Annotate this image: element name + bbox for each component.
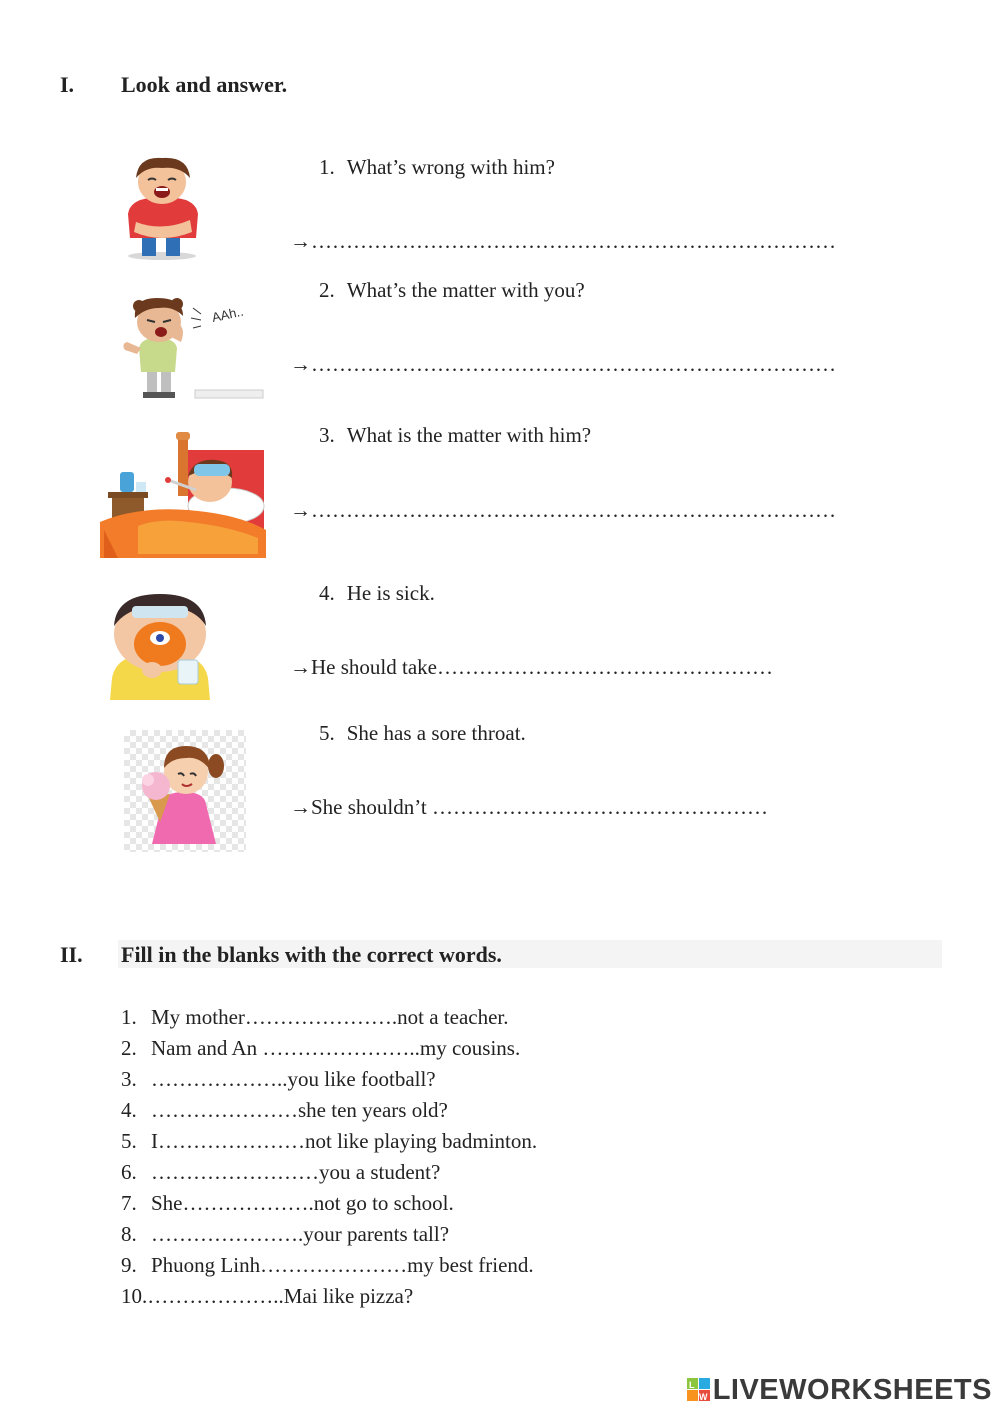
answer-4-blank[interactable]: ………………………………………… [436, 655, 773, 679]
arrow-icon: → [290, 352, 311, 376]
arrow-icon: → [290, 655, 311, 679]
arrow-icon: → [290, 229, 311, 253]
question-2-number: 2. [319, 278, 335, 302]
answer-4-prefix: He should take [311, 655, 437, 679]
section-2-title: Fill in the blanks with the correct words. [121, 942, 502, 967]
question-5-text: She has a sore throat. [346, 721, 526, 745]
question-3-text: What is the matter with him? [346, 423, 592, 447]
fill-item[interactable] [121, 1160, 537, 1191]
question-4 [319, 581, 435, 606]
logo-badge-letter-w: W [698, 1392, 708, 1402]
fill-item[interactable] [121, 1005, 537, 1036]
answer-line-5[interactable] [290, 795, 768, 820]
question-1-text: What’s wrong with him? [346, 155, 555, 179]
fill-item-text[interactable]: …………………she ten years old? [151, 1098, 448, 1122]
fill-item-text[interactable]: ……………………you a student? [151, 1160, 441, 1184]
question-3 [319, 423, 591, 448]
answer-3-blank[interactable]: ………………………………………………………………… [311, 498, 836, 522]
question-1 [319, 155, 555, 180]
fill-item[interactable] [121, 1222, 537, 1253]
section-2-number: II. [60, 942, 83, 967]
answer-line-4[interactable] [290, 655, 773, 680]
question-3-number: 3. [319, 423, 335, 447]
boy-stomachache-illustration [100, 152, 225, 264]
answer-2-blank[interactable]: ………………………………………………………………… [311, 352, 836, 376]
fill-blanks-list [121, 1005, 537, 1315]
liveworksheets-logo[interactable] [687, 1374, 992, 1407]
fill-item-number: 1. [121, 1005, 137, 1029]
illustration-speech-text: AAh.. [210, 303, 245, 325]
question-5 [319, 721, 526, 746]
fill-item-text[interactable]: Nam and An …………………..my cousins. [151, 1036, 521, 1060]
answer-5-blank[interactable]: ………………………………………… [431, 795, 768, 819]
fill-item-number: 4. [121, 1098, 137, 1122]
question-2 [319, 278, 585, 303]
liveworksheets-logo-icon [687, 1378, 711, 1402]
boy-fever-in-bed-illustration [98, 430, 268, 560]
question-1-number: 1. [319, 155, 335, 179]
liveworksheets-logo-text: LIVEWORKSHEETS [712, 1374, 992, 1406]
fill-item-text[interactable]: I…………………not like playing badminton. [151, 1129, 538, 1153]
fill-item-number: 7. [121, 1191, 137, 1215]
fill-item-text[interactable]: My mother………………….not a teacher. [151, 1005, 509, 1029]
answer-5-prefix: She shouldn’t [311, 795, 432, 819]
fill-item[interactable] [121, 1067, 537, 1098]
fill-item[interactable] [121, 1191, 537, 1222]
answer-line-1[interactable] [290, 229, 836, 254]
boy-toothache-illustration [117, 292, 267, 402]
section-1-title: Look and answer. [121, 72, 288, 97]
fill-item-number: 6. [121, 1160, 137, 1184]
boy-taking-medicine-illustration [102, 588, 218, 704]
section-1-number: I. [60, 72, 75, 97]
fill-item-number: 3. [121, 1067, 137, 1091]
answer-line-3[interactable] [290, 498, 836, 523]
fill-item-text[interactable]: ………………..you like football? [151, 1067, 436, 1091]
question-4-number: 4. [319, 581, 335, 605]
fill-item[interactable] [121, 1036, 537, 1067]
fill-item[interactable] [121, 1253, 537, 1284]
fill-item-number: 2. [121, 1036, 137, 1060]
fill-item-text[interactable]: Phuong Linh…………………my best friend. [151, 1253, 534, 1277]
logo-badge-letter-l: L [688, 1380, 695, 1390]
fill-item-text[interactable]: ………………….your parents tall? [151, 1222, 450, 1246]
fill-item[interactable] [121, 1129, 537, 1160]
fill-item-number: 5. [121, 1129, 137, 1153]
fill-item-text[interactable]: She……………….not go to school. [151, 1191, 454, 1215]
fill-item[interactable] [121, 1284, 537, 1315]
question-5-number: 5. [319, 721, 335, 745]
fill-item-number: 8. [121, 1222, 137, 1246]
fill-item-number: 10. [121, 1284, 148, 1308]
answer-line-2[interactable] [290, 352, 836, 377]
fill-item-number: 9. [121, 1253, 137, 1277]
answer-1-blank[interactable]: ………………………………………………………………… [311, 229, 836, 253]
girl-ice-cream-illustration [124, 730, 246, 852]
fill-item-text[interactable]: ………………..Mai like pizza? [147, 1284, 414, 1308]
arrow-icon: → [290, 795, 311, 819]
arrow-icon: → [290, 498, 311, 522]
question-2-text: What’s the matter with you? [346, 278, 585, 302]
fill-item[interactable] [121, 1098, 537, 1129]
question-4-text: He is sick. [346, 581, 435, 605]
